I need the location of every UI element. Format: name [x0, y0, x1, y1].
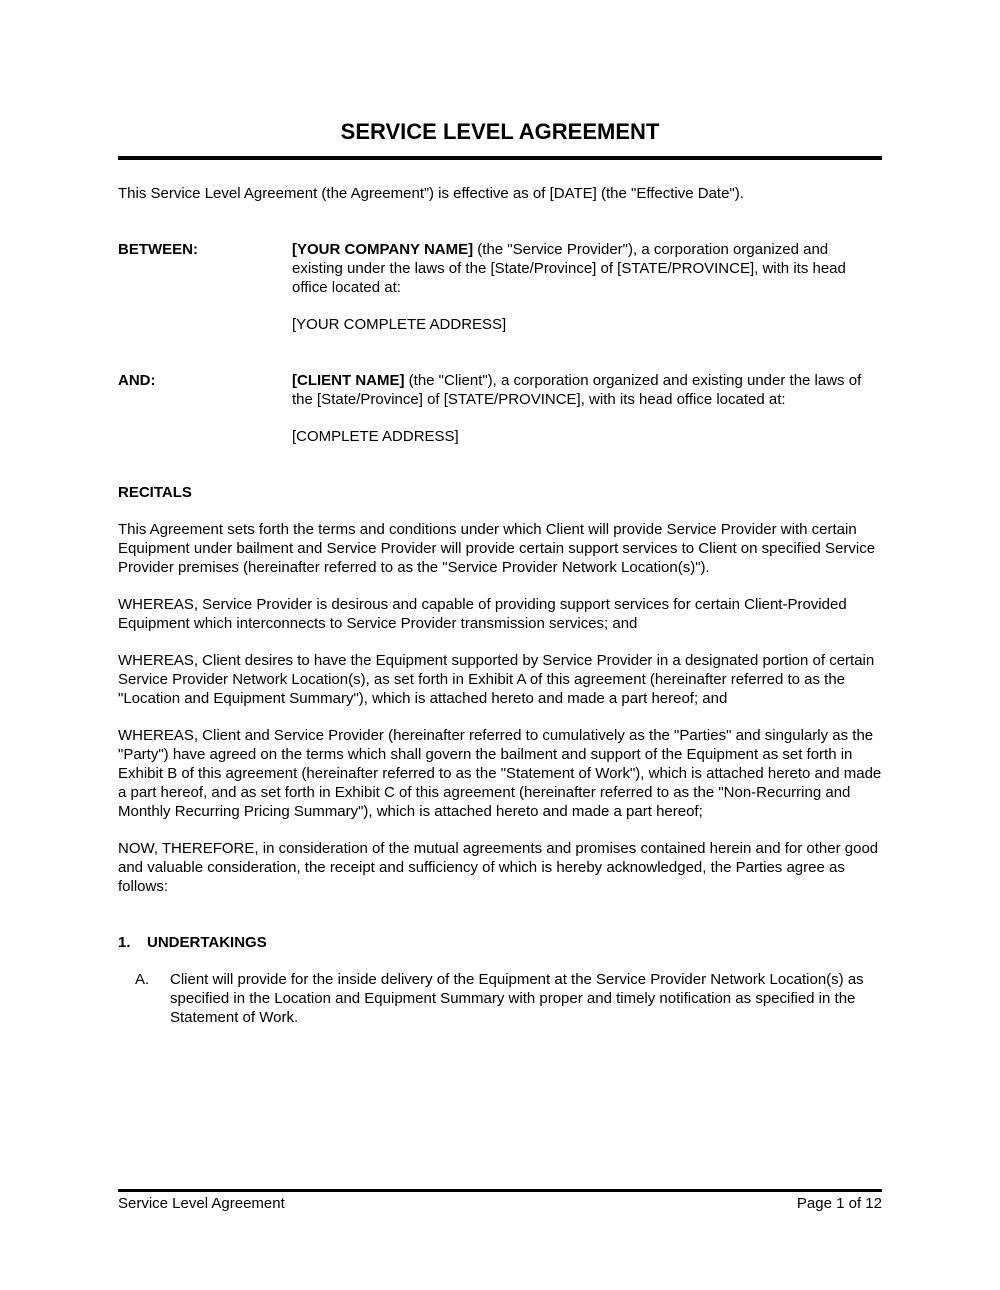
recital-paragraph-4: WHEREAS, Client and Service Provider (hereinafter referred to cumulatively as the "Parties" and singularly as the "Party") have agreed on the terms which shall govern the bailment and support of the Equipment as set forth in Exhibit B of this agreement (hereinafter referred to as the "Statement of Work"), which is attached hereto and made a part hereof, and as set forth in Exhibit C of this agreement (hereinafter referred to as the "Non-Recurring and Monthly Recurring Pricing Summary"), which is attached hereto and made a part hereof; — [118, 727, 882, 820]
page-footer — [118, 1189, 882, 1213]
section-1-item-a — [118, 970, 882, 1027]
party-and-description-text: (the "Client"), a corporation organized and existing under the laws of the [State/Province] of [STATE/PROVINCE], with its head office located at: — [292, 372, 862, 408]
company-name-placeholder: [YOUR COMPANY NAME] — [292, 241, 474, 258]
section-1-heading — [118, 933, 882, 952]
party-between-body — [292, 240, 882, 334]
title-rule — [118, 156, 882, 160]
section-1-item-a-text: Client will provide for the inside delivery of the Equipment at the Service Provider Network Location(s) as specified in the Location and Equipment Summary with proper and timely notification as specified in the Statement of Work. — [170, 971, 864, 1026]
party-between-row — [118, 240, 882, 334]
footer-document-name: Service Level Agreement — [118, 1195, 285, 1212]
party-between-description — [292, 240, 882, 297]
party-and-body — [292, 371, 882, 446]
company-address-placeholder: [YOUR COMPLETE ADDRESS] — [292, 316, 507, 333]
party-and-description — [292, 371, 882, 409]
footer-rule — [118, 1189, 882, 1192]
client-name-placeholder: [CLIENT NAME] — [292, 372, 405, 389]
document-title: SERVICE LEVEL AGREEMENT — [340, 119, 660, 144]
recital-paragraph-5: NOW, THEREFORE, in consideration of the mutual agreements and promises contained herein and for other good and valuable consideration, the receipt and sufficiency of which is hereby acknowledged, the Parties agree as follows: — [118, 840, 879, 895]
party-and-label: AND: — [118, 372, 156, 389]
section-1-item-a-marker: A. — [135, 971, 150, 988]
intro-paragraph: This Service Level Agreement (the Agreement”) is effective as of [DATE] (the "Effective Date"). — [118, 185, 744, 202]
client-address-placeholder: [COMPLETE ADDRESS] — [292, 428, 459, 445]
recital-paragraph-3: WHEREAS, Client desires to have the Equipment supported by Service Provider in a designated portion of certain Service Provider Network Location(s), as set forth in Exhibit A of this agreement (hereinafter referred to as the "Location and Equipment Summary"), which is attached hereto and made a part hereof; and — [118, 652, 875, 707]
footer-page-number: Page 1 of 12 — [796, 1195, 882, 1212]
party-and-row — [118, 371, 882, 446]
party-between-description-text: (the "Service Provider"), a corporation organized and existing under the laws of the [State/Province] of [STATE/PROVINCE], with its head office located at: — [292, 241, 846, 296]
recitals-heading: RECITALS — [118, 484, 192, 501]
recital-paragraph-2: WHEREAS, Service Provider is desirous and capable of providing support services for certain Client-Provided Equipment which interconnects to Service Provider transmission services; and — [118, 596, 847, 632]
party-between-label: BETWEEN: — [118, 241, 198, 258]
recital-paragraph-1: This Agreement sets forth the terms and conditions under which Client will provide Service Provider with certain Equipment under bailment and Service Provider will provide certain support services to Client on specified Service Provider premises (hereinafter referred to as the "Service Provider Network Location(s)"). — [118, 521, 876, 576]
section-1-title: UNDERTAKINGS — [147, 934, 267, 951]
footer-row — [118, 1194, 882, 1213]
section-1-number: 1. — [118, 934, 131, 951]
